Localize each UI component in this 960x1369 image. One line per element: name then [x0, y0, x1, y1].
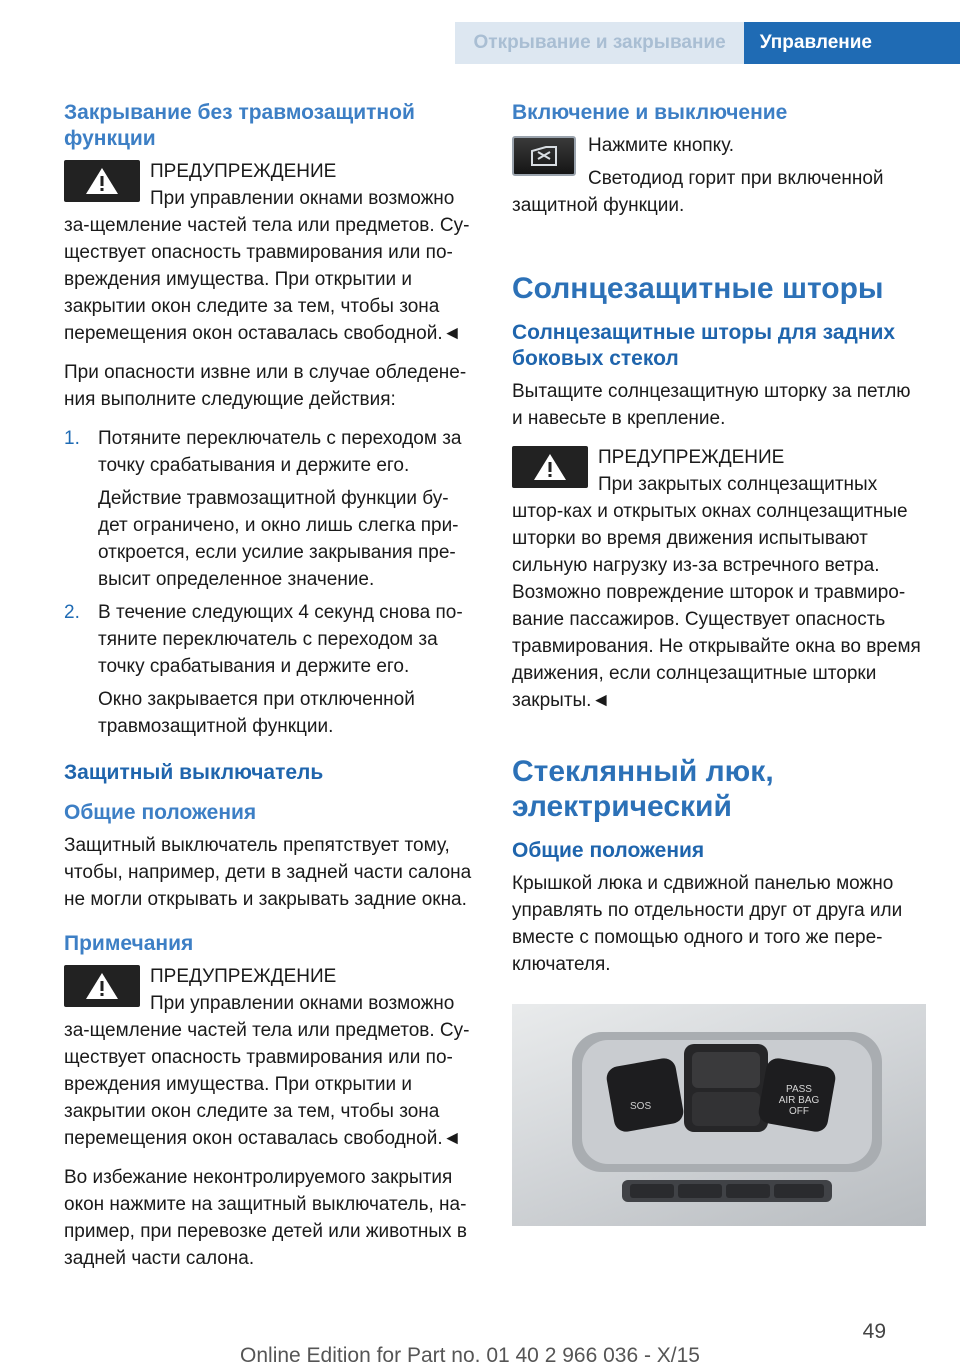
- paragraph: При опасности извне или в случае обледене‐ния выполните следующие действия:: [64, 362, 467, 410]
- list-item: [64, 425, 478, 593]
- warning-title: ПРЕДУПРЕЖДЕНИЕ: [150, 966, 337, 987]
- warning-icon: [512, 446, 588, 488]
- warning-block: [64, 158, 478, 347]
- page-number: 49: [862, 1320, 886, 1343]
- airbag-label: [774, 1084, 824, 1117]
- list-item: [64, 599, 478, 740]
- heading-general: Общие положения: [64, 801, 257, 824]
- paragraph: Светодиод горит при включенной защитной функции.: [512, 168, 884, 216]
- right-column: [512, 100, 926, 1226]
- window-lock-button-icon: [512, 136, 576, 176]
- warning-text: При управлении окнами возможно за‐щемление частей тела или предметов. Су‐ществует опасность травмирования или по‐вреждения имущества. При открытии и закрытии окон следите за тем, чтобы зона перемещения окон оставалась свободной.◄: [64, 188, 470, 344]
- step-note: Окно закрывается при отключенной травмозащитной функции.: [98, 689, 415, 737]
- warning-block: [512, 444, 926, 714]
- airbag-label-line: AIR BAG: [778, 1095, 820, 1106]
- warning-title: ПРЕДУПРЕЖДЕНИЕ: [150, 161, 337, 182]
- heading-on-off: Включение и выключение: [512, 101, 788, 124]
- paragraph: Во избежание неконтролируемого закрытия окон нажмите на защитный выключатель, на‐пример, при перевозке детей или животных в задней части салона.: [64, 1167, 467, 1269]
- section-title: Открывание и закрывание: [455, 22, 743, 64]
- warning-title: ПРЕДУПРЕЖДЕНИЕ: [598, 447, 785, 468]
- step-note: Действие травмозащитной функции бу‐дет ограничено, и окно лишь слегка при‐откроется, если усилие закрывания пре‐высит определенное значение.: [98, 488, 459, 590]
- heading-notes: Примечания: [64, 932, 194, 955]
- chapter-tab[interactable]: Управление: [744, 22, 960, 64]
- heading-close-without-protection: Закрывание без травмозащитной функции: [64, 101, 415, 150]
- airbag-label-line: PASS: [786, 1084, 812, 1095]
- step-text: В течение следующих 4 секунд снова по‐тяните переключатель с переходом за точку срабатывания и держите его.: [98, 602, 463, 677]
- step-text: Потяните переключатель с переходом за точку срабатывания и держите его.: [98, 428, 462, 476]
- warning-text: При закрытых солнцезащитных штор‐ках и открытых окнах солнцезащитные шторки во время движения испытывают сильную нагрузку из-за встречного ветра. Возможно повреждение шторок и травмиро‐вание пассажиров. Существует опасность травмирования. Не открывайте окна во время движения, если солнцезащитные шторки закрыты.◄: [512, 474, 921, 711]
- heading-safety-switch: Защитный выключатель: [64, 761, 324, 784]
- paragraph: Вытащите солнцезащитную шторку за петлю и навесьте в крепление.: [512, 381, 911, 429]
- step-number: 2.: [64, 602, 80, 623]
- paragraph: Защитный выключатель препятствует тому, чтобы, например, дети в задней части салона не могли открывать и закрывать задние окна.: [64, 835, 472, 910]
- warning-block: [64, 963, 478, 1152]
- left-column: [64, 100, 478, 1284]
- sos-label: SOS: [630, 1101, 652, 1112]
- warning-text: При управлении окнами возможно за‐щемление частей тела или предметов. Су‐ществует опасность травмирования или по‐вреждения имущества. При открытии и закрытии окон следите за тем, чтобы зона перемещения окон оставалась свободной.◄: [64, 993, 470, 1149]
- heading-sunshades-rear: Солнцезащитные шторы для задних боковых стекол: [512, 321, 896, 370]
- on-off-block: [512, 132, 926, 231]
- paragraph: Нажмите кнопку.: [588, 135, 735, 156]
- edition-line: Online Edition for Part no. 01 40 2 966 036 - X/15: [240, 1344, 700, 1367]
- steps-list: [64, 425, 478, 740]
- heading-sunshades: Солнцезащитные шторы: [512, 272, 884, 305]
- paragraph: Крышкой люка и сдвижной панелью можно управлять по отдельности друг от друга или вместе с помощью одного и того же пере‐ключателя.: [512, 873, 903, 975]
- step-number: 1.: [64, 428, 80, 449]
- roof-console-photo: [512, 1004, 926, 1226]
- warning-icon: [64, 965, 140, 1007]
- warning-icon: [64, 160, 140, 202]
- page-header: [455, 22, 960, 64]
- airbag-label-line: OFF: [789, 1106, 809, 1117]
- heading-glass-roof: Стеклянный люк, электрический: [512, 755, 774, 823]
- page-footer: [0, 1318, 960, 1367]
- heading-roof-general: Общие положения: [512, 839, 705, 862]
